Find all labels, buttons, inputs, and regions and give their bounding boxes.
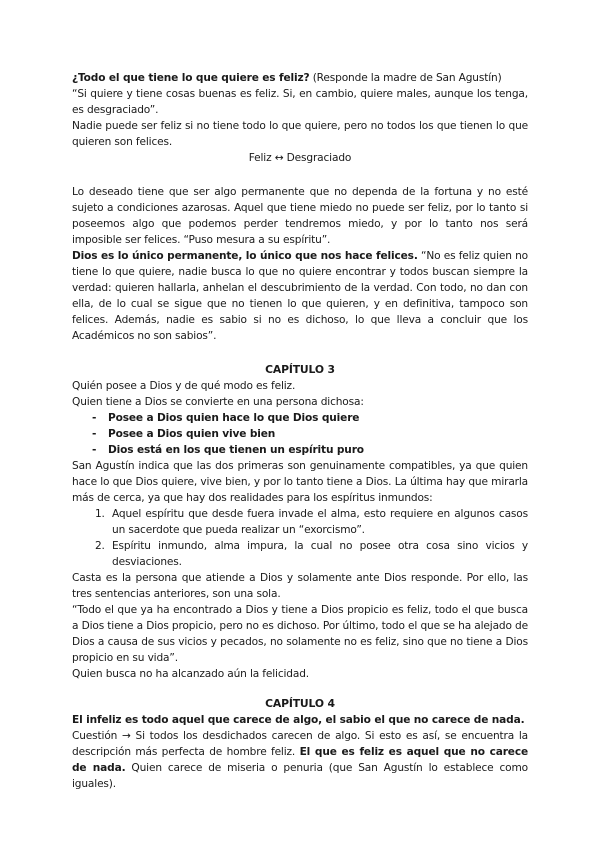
- chapter-3-line-2: Quien tiene a Dios se convierte en una persona dichosa:: [72, 396, 364, 408]
- chapter-4-question: [72, 728, 528, 792]
- chapter-3-bullet-list: [72, 410, 528, 458]
- chapter-3-line-1: Quién posee a Dios y de qué modo es feliz.: [72, 380, 296, 392]
- chapter-4-thesis: [72, 712, 528, 728]
- god-paragraph: [72, 248, 528, 344]
- chapter-4-title: CAPÍTULO 4: [265, 697, 335, 710]
- intro-contrast: Feliz ↔ Desgraciado: [248, 152, 352, 164]
- intro-question-bold: ¿Todo el que tiene lo que quiere es feliz?: [72, 72, 310, 84]
- numbered-item: 2. Espíritu inmundo, alma impura, la cual no posee otra cosa sino vicios y desviaciones.: [108, 538, 528, 570]
- bullet-item: - Posee a Dios quien vive bien: [92, 426, 528, 442]
- intro-question-note: (Responde la madre de San Agustín): [309, 72, 502, 84]
- chapter-4-question-bold: El que es feliz es aquel que no carece de nada.: [72, 746, 528, 774]
- permanence-paragraph: Lo deseado tiene que ser algo permanente que no dependa de la fortuna y no esté sujeto a condiciones azarosas. Aquel que tiene miedo no puede ser feliz, por lo tanto si poseemos algo que podemos perder tendremos miedo, y por lo tanto nos será imposible ser felices. “Puso mesura a su espíritu”.: [72, 186, 528, 246]
- god-paragraph-bold: Dios es lo único permanente, lo único que nos hace felices.: [72, 250, 418, 262]
- chapter-3-paragraph-4: Quien busca no ha alcanzado aún la felicidad.: [72, 668, 310, 680]
- god-paragraph-text: “No es feliz quien no tiene lo que quiere, nadie busca lo que no quiere encontrar y todos buscan siempre la verdad: quieren hallarla, anhelan el descubrimiento de la verdad. Con todo, no dan con ella, de lo cual se sigue que no tienen lo que quieren, y en definitiva, tampoco son felices. Además, nadie es sabio si no es dichoso, lo que lleva a concluir que los Académicos no son sabios”.: [72, 250, 528, 342]
- bullet-item: - Posee a Dios quien hace lo que Dios quiere: [92, 410, 528, 426]
- chapter-3-paragraph-2: Casta es la persona que atiende a Dios y solamente ante Dios responde. Por ello, las tres sentencias anteriores, son una sola.: [72, 572, 528, 600]
- intro-question: [72, 70, 528, 86]
- chapter-3-paragraph-1: San Agustín indica que las dos primeras son genuinamente compatibles, ya que quien hace lo que Dios quiere, vive bien, y por lo tanto tiene a Dios. La última hay que mirarla más de cerca, ya que hay dos realidades para los espíritus inmundos:: [72, 460, 528, 504]
- intro-statement: Nadie puede ser feliz si no tiene todo lo que quiere, pero no todos los que tienen lo que quieren son felices.: [72, 120, 528, 148]
- chapter-4-question-tail: Quien carece de miseria o penuria (que San Agustín lo establece como iguales).: [72, 762, 528, 790]
- chapter-4-question-text: Cuestión → Si todos los desdichados carecen de algo. Si esto es así, se encuentra la descripción más perfecta de hombre feliz.: [72, 730, 528, 758]
- spacer: [72, 166, 528, 184]
- numbered-item: 1. Aquel espíritu que desde fuera invade el alma, esto requiere en algunos casos un sacerdote que pueda realizar un “exorcismo”.: [108, 506, 528, 538]
- spacer: [72, 344, 528, 362]
- bullet-item: - Dios está en los que tienen un espíritu puro: [92, 442, 528, 458]
- spacer: [72, 682, 528, 696]
- chapter-3-numbered-list: [72, 506, 528, 570]
- intro-quote: “Si quiere y tiene cosas buenas es feliz. Si, en cambio, quiere males, aunque los tenga, es desgraciado”.: [72, 88, 528, 116]
- chapter-3-title: CAPÍTULO 3: [265, 363, 335, 376]
- chapter-4-thesis-bold: El infeliz es todo aquel que carece de algo, el sabio el que no carece de nada.: [72, 714, 525, 726]
- chapter-3-paragraph-3: “Todo el que ya ha encontrado a Dios y tiene a Dios propicio es feliz, todo el que busca a Dios tiene a Dios propicio, pero no es dichoso. Por último, todo el que se ha alejado de Dios a causa de sus vicios y pecados, no solamente no es feliz, sino que no tiene a Dios propicio en su vida”.: [72, 604, 528, 664]
